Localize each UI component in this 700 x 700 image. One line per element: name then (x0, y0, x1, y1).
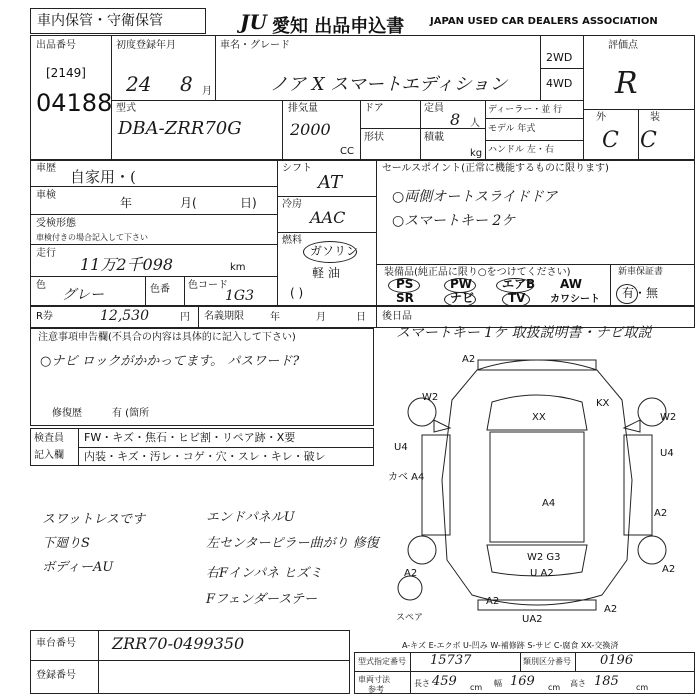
type-code-value: DBA-ZRR70G (118, 118, 242, 139)
height-label: 高さ (570, 679, 586, 688)
remark-right-1: エンドパネルU (206, 510, 295, 525)
shift-value: AT (318, 172, 343, 193)
fuel-gasoline-circle (303, 241, 357, 263)
model-spec-value: 15737 (430, 653, 472, 668)
aircon-label: 冷房 (282, 199, 302, 210)
width-unit: cm (548, 683, 561, 692)
inspection-label: 車検 (36, 190, 56, 201)
mark-rear-w2: W2 G3 (527, 552, 561, 563)
remark-right-2: 左センターピラー曲がり 修復 (206, 536, 379, 551)
post-install-label: 後日品 (382, 311, 412, 322)
mileage-label: 走行 (36, 248, 56, 259)
lot-label: 出品番号 (36, 40, 76, 51)
dealer-model-year: モデル 年式 (488, 124, 536, 134)
mark-right-wheel: A2 (662, 564, 676, 575)
name-change-label: 名義期限 (204, 311, 244, 322)
length-unit: cm (470, 683, 483, 692)
color-number-label: 色番 (150, 284, 170, 295)
recycle-fee-label: R券 (36, 311, 53, 322)
model-spec-label: 型式指定番号 (358, 657, 406, 666)
body-shape-label: 形状 (364, 132, 384, 143)
inspector-label1: 検査員 (34, 433, 64, 444)
fuel-gasoline: ガソリン (310, 244, 359, 258)
mark-right-rear: A2 (654, 508, 668, 519)
remark-left-1: スワットレスです (42, 512, 145, 527)
org-title: 愛知 出品申込書 (272, 16, 405, 37)
width-label: 幅 (494, 679, 502, 688)
spare-label: スペア (396, 613, 424, 623)
post-install-value: スマートキー 1ケ 取扱説明書・ナビ取説 (396, 325, 652, 341)
recycle-label: 新車保証書 (618, 267, 664, 277)
equip-pw: PW (450, 277, 473, 291)
recycle-fee-value: 12,530 (100, 308, 149, 324)
sales-points-label: セールスポイント(正常に機能するものに限ります) (382, 163, 609, 174)
org-english: JAPAN USED CAR DEALERS ASSOCIATION (430, 16, 658, 27)
remark-left-3: ボディーAU (42, 560, 114, 575)
mark-left-rear: A2 (404, 568, 418, 579)
color-code-label: 色コード (188, 280, 228, 291)
repair-label: 修復歴 (52, 408, 82, 419)
registration-label: 初度登録年月 (116, 40, 176, 51)
equip-airbag: エアB (502, 277, 536, 291)
height-unit: cm (636, 683, 649, 692)
registration-year: 24 (126, 72, 152, 96)
storage-box (30, 8, 206, 34)
mark-bumper-ua2: UA2 (522, 614, 543, 625)
storage-label: 車内保管・守衛保管 (37, 13, 163, 29)
capacity-label: 定員 (424, 103, 444, 114)
registration-month: 8 (180, 72, 193, 96)
receipt-form-label: 受検形態 (36, 218, 76, 229)
mileage-value: 11万2千098 (80, 255, 174, 274)
model-name-label: 車名・グレード (220, 40, 290, 51)
capacity-unit: 人 (470, 118, 480, 129)
equipment-grid (384, 279, 608, 307)
history-label: 車歴 (36, 163, 56, 174)
car-diagram (382, 340, 692, 630)
mark-center: A4 (542, 498, 556, 509)
lot-number: 04188 (36, 89, 113, 117)
lane-number: [2149] (46, 66, 86, 80)
door-label: ドア (364, 103, 384, 114)
mileage-unit: km (230, 262, 246, 273)
displacement-value: 2000 (290, 120, 331, 139)
remark-left-2: 下廻りS (42, 536, 90, 551)
color-value: グレー (62, 287, 104, 303)
mark-right-bumper: A2 (604, 604, 618, 615)
mark-front: A2 (462, 354, 476, 365)
load-unit: kg (470, 148, 483, 159)
mark-left-wall: カベ A4 (388, 472, 425, 483)
drive-4wd: 4WD (546, 77, 573, 90)
color-code-value: 1G3 (225, 288, 254, 304)
inspector-label2: 記入欄 (34, 450, 64, 461)
dealer-parallel: ディーラー・並 行 (488, 105, 563, 115)
length-label: 長さ (414, 679, 430, 688)
aircon-value: AAC (310, 208, 346, 227)
grade-exterior: C (602, 128, 619, 153)
load-label: 積載 (424, 132, 444, 143)
width-value: 169 (510, 674, 535, 689)
type-code-label: 型式 (116, 103, 136, 114)
sales-points-line2: ○スマートキー 2ケ (392, 213, 516, 229)
mark-bumper-a2: A2 (486, 596, 500, 607)
mark-rear-ua2: U A2 (530, 568, 554, 579)
class-value: 0196 (600, 653, 634, 668)
mark-left-door: U4 (394, 442, 408, 453)
remark-right-4: Fフェンダーステー (206, 592, 317, 607)
receipt-form-note: 車検付きの場合記入して下さい (36, 233, 148, 242)
remark-right-3: 右Fインパネ ヒズミ (206, 566, 323, 581)
repair-value: 有 (箇所 (112, 408, 150, 419)
name-change-year: 年 (270, 312, 280, 323)
history-value: 自家用・( (70, 168, 136, 186)
notice-line1: ○ナビ ロックがかかってます。 パスワード? (40, 354, 300, 369)
dealer-handle: ハンドル 左・右 (488, 145, 554, 155)
capacity-value: 8 (450, 110, 461, 129)
equip-aw: AW (560, 277, 582, 291)
length-value: 459 (432, 674, 457, 689)
displacement-label: 排気量 (288, 103, 318, 114)
equipment-label: 装備品(純正品に限り○をつけてください) (384, 267, 571, 278)
reg-number-label: 登録番号 (36, 670, 76, 681)
mark-left-front: W2 (422, 392, 439, 403)
inspector-row1: FW・キズ・焦石・ヒビ割・リペア跡・X要 (84, 431, 296, 444)
equip-ps: PS (396, 277, 414, 291)
registration-month-unit: 月 (202, 86, 212, 97)
size-ref: 参考 (368, 685, 384, 694)
equip-tv: TV (508, 291, 526, 305)
chassis-label: 車台番号 (36, 638, 76, 649)
inspection-month: 月( (180, 196, 197, 210)
mark-kx: KX (596, 398, 610, 409)
mark-right-door: U4 (660, 448, 674, 459)
displacement-unit: CC (340, 146, 354, 157)
fuel-diesel: 軽 油 (312, 266, 340, 280)
inspector-row2: 内装・キズ・汚レ・コゲ・穴・スレ・キレ・破レ (84, 450, 326, 463)
equip-leather: カワシート (550, 294, 600, 305)
class-label: 類別区分番号 (523, 657, 571, 666)
grade-overall: R (615, 66, 638, 101)
notice-label: 注意事項申告欄(不具合の内容は具体的に記入して下さい) (38, 332, 296, 343)
equip-sr: SR (396, 291, 414, 305)
top-grid (30, 35, 695, 160)
grade-interior-label: 装 (650, 112, 660, 123)
fuel-paren: ( ) (290, 286, 304, 300)
shift-label: シフト (282, 163, 312, 174)
inspection-year: 年 (120, 196, 133, 210)
name-change-day: 日 (356, 312, 366, 323)
model-name-value: ノア X スマートエディション (270, 74, 508, 95)
size-label: 車両寸法 (358, 675, 390, 684)
inspection-day: 日) (240, 196, 257, 210)
chassis-value: ZRR70-0499350 (112, 634, 245, 653)
recycle-fee-unit: 円 (180, 312, 190, 323)
mark-right-front: W2 (660, 412, 677, 423)
grade-interior: C (640, 128, 657, 153)
mark-roof-xx: XX (532, 412, 546, 423)
equip-navi: ナビ (450, 291, 475, 305)
fuel-label: 燃料 (282, 235, 302, 246)
recycle-options: 有・無 (622, 286, 659, 300)
sales-points-line1: ○両側オートスライドドア (392, 189, 558, 205)
color-label: 色 (36, 280, 46, 291)
ju-logo: JU (240, 10, 267, 34)
drive-2wd: 2WD (546, 51, 573, 64)
height-value: 185 (594, 674, 619, 689)
grade-exterior-label: 外 (596, 112, 606, 123)
damage-legend: A-キズ E-エクボ U-凹み W-補修跡 S-サビ C-腐食 XX-交換済 (402, 641, 619, 650)
name-change-month: 月 (316, 312, 326, 323)
grade-label: 評価点 (608, 40, 638, 51)
